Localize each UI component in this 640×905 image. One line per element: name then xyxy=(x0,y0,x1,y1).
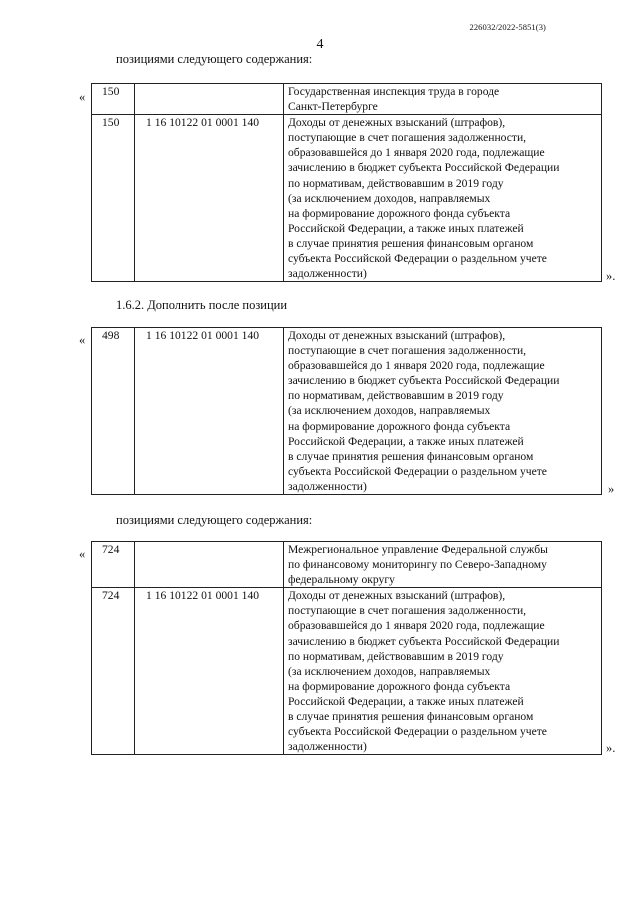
description-line: в случае принятия решения финансовым органом xyxy=(288,236,534,250)
description-cell xyxy=(284,115,602,282)
close-quote: ». xyxy=(606,269,616,283)
description-line: в случае принятия решения финансовым органом xyxy=(288,710,534,724)
open-quote: « xyxy=(79,547,86,561)
description-cell xyxy=(284,542,602,588)
page-number: 4 xyxy=(316,37,324,52)
table-row xyxy=(92,542,602,588)
description-line: Доходы от денежных взысканий (штрафов), xyxy=(288,329,506,342)
open-quote: « xyxy=(79,333,86,347)
description-line: федеральному округу xyxy=(288,573,395,587)
revenue-code xyxy=(135,542,284,588)
description-line: в случае принятия решения финансовым органом xyxy=(288,449,534,463)
description-line: Доходы от денежных взысканий (штрафов), xyxy=(288,589,506,603)
description-line: (за исключением доходов, направляемых xyxy=(288,404,491,418)
description-cell xyxy=(284,328,602,495)
description-line: субъекта Российской Федерации о раздельном учете xyxy=(288,252,547,266)
description-line: на формирование дорожного фонда субъекта xyxy=(288,206,511,220)
description-line: субъекта Российской Федерации о раздельном учете xyxy=(288,464,547,478)
open-quote: « xyxy=(79,90,86,104)
description-line: задолженности) xyxy=(288,740,367,754)
description-line: Российской Федерации, а также иных платежей xyxy=(288,434,524,448)
intro-text: 1.6.2. Дополнить после позиции xyxy=(116,298,288,312)
description-line: образовавшейся до 1 января 2020 года, подлежащие xyxy=(288,359,545,373)
description-line: образовавшейся до 1 января 2020 года, подлежащие xyxy=(288,619,545,633)
description-line: Государственная инспекция труда в городе xyxy=(288,85,500,98)
description-line: субъекта Российской Федерации о раздельном учете xyxy=(288,725,547,739)
description-line: (за исключением доходов, направляемых xyxy=(288,191,491,205)
revenue-code: 1 16 10122 01 0001 140 xyxy=(135,328,284,495)
description-line: по нормативам, действовавшим в 2019 году xyxy=(288,649,504,663)
description-line: задолженности) xyxy=(288,479,367,493)
table-row xyxy=(92,115,602,282)
description-line: Санкт-Петербурге xyxy=(288,100,378,114)
description-line: (за исключением доходов, направляемых xyxy=(288,664,491,678)
register-table xyxy=(91,541,602,755)
description-line: по финансовому мониторингу по Северо-Западному xyxy=(288,558,547,572)
description-cell xyxy=(284,84,602,115)
description-line: на формирование дорожного фонда субъекта xyxy=(288,419,511,433)
description-line: поступающие в счет погашения задолженности, xyxy=(288,131,527,145)
description-line: поступающие в счет погашения задолженности, xyxy=(288,604,527,618)
table-row xyxy=(92,328,602,495)
description-line: поступающие в счет погашения задолженности, xyxy=(288,344,527,358)
position-number: 150 xyxy=(92,115,135,282)
revenue-code: 1 16 10122 01 0001 140 xyxy=(135,115,284,282)
description-line: зачислению в бюджет субъекта Российской Федерации xyxy=(288,374,560,388)
position-number: 150 xyxy=(92,84,135,115)
intro-text: позициями следующего содержания: xyxy=(116,513,313,527)
revenue-code: 1 16 10122 01 0001 140 xyxy=(135,588,284,755)
description-line: Российской Федерации, а также иных платежей xyxy=(288,694,524,708)
description-line: Межрегиональное управление Федеральной службы xyxy=(288,543,548,556)
table-row xyxy=(92,84,602,115)
position-number: 724 xyxy=(92,588,135,755)
revenue-code xyxy=(135,84,284,115)
description-line: задолженности) xyxy=(288,267,367,281)
description-line: зачислению в бюджет субъекта Российской Федерации xyxy=(288,161,560,175)
description-line: Доходы от денежных взысканий (штрафов), xyxy=(288,116,506,130)
close-quote: ». xyxy=(606,741,616,755)
description-line: зачислению в бюджет субъекта Российской Федерации xyxy=(288,634,560,648)
register-table xyxy=(91,83,602,282)
description-line: по нормативам, действовавшим в 2019 году xyxy=(288,176,504,190)
description-line: по нормативам, действовавшим в 2019 году xyxy=(288,389,504,403)
description-line: на формирование дорожного фонда субъекта xyxy=(288,679,511,693)
description-cell xyxy=(284,588,602,755)
description-line: образовавшейся до 1 января 2020 года, подлежащие xyxy=(288,146,545,160)
document-number: 226032/2022-5851(3) xyxy=(469,22,546,32)
intro-text: позициями следующего содержания: xyxy=(116,52,313,66)
position-number: 724 xyxy=(92,542,135,588)
close-quote: » xyxy=(608,482,615,496)
register-table xyxy=(91,327,602,495)
position-number: 498 xyxy=(92,328,135,495)
description-line: Российской Федерации, а также иных платежей xyxy=(288,221,524,235)
table-row xyxy=(92,588,602,755)
